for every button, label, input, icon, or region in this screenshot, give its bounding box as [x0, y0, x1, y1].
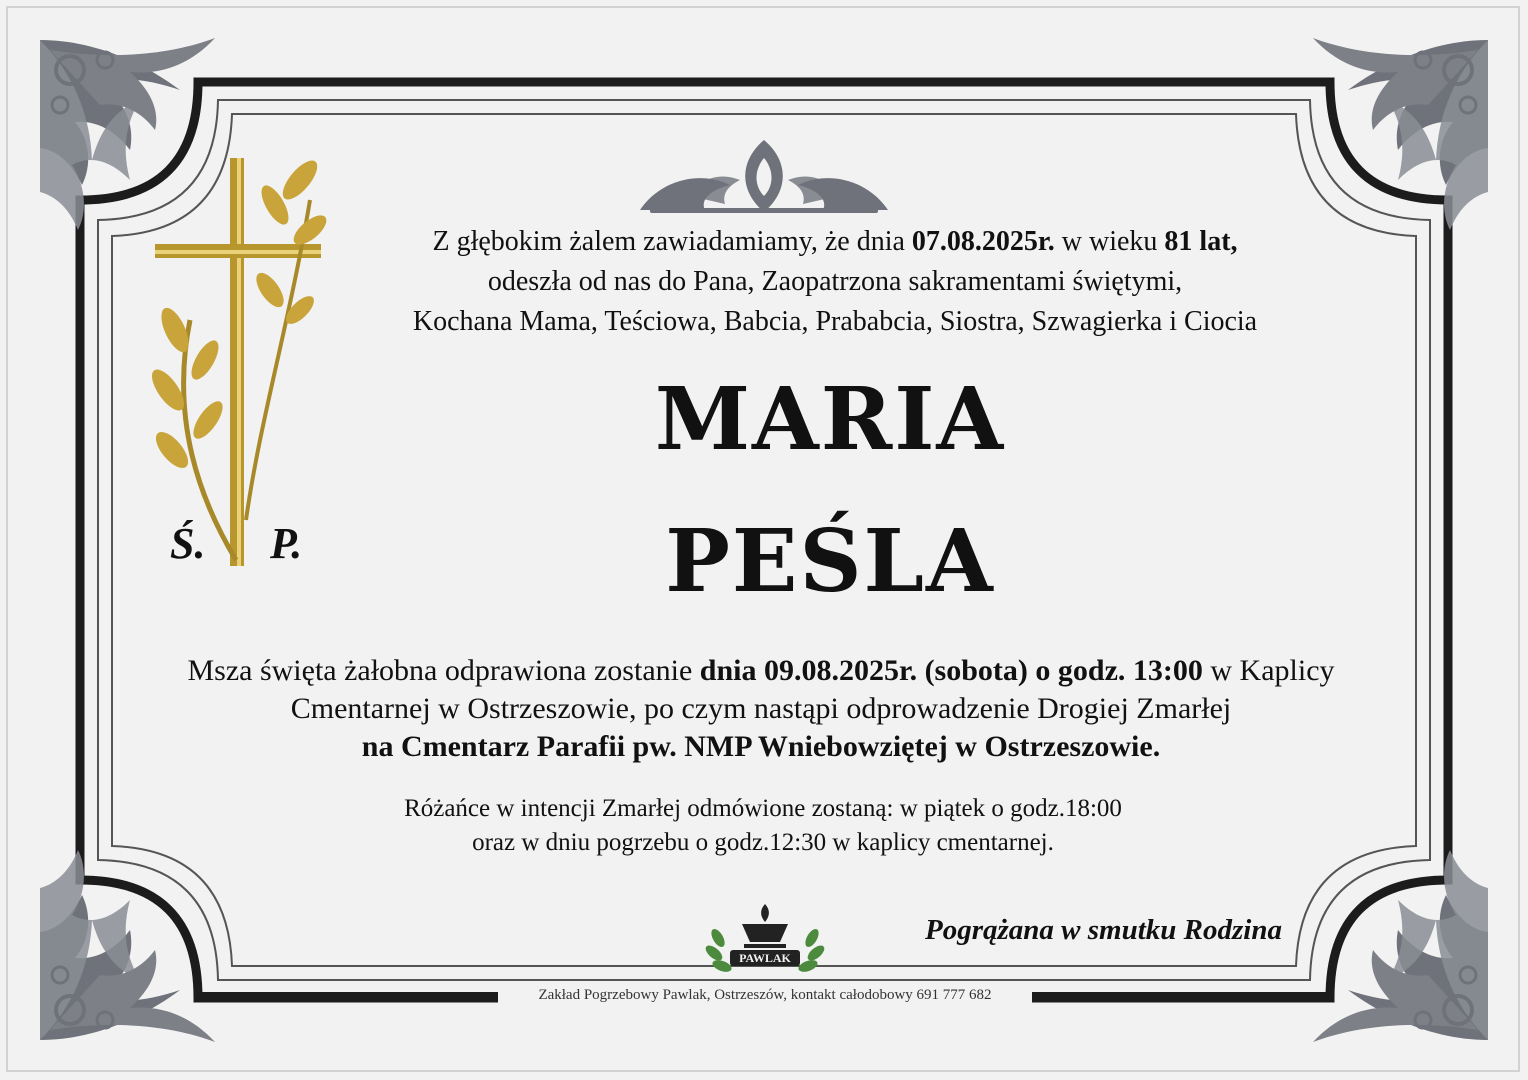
- rosary-info: [300, 792, 1226, 860]
- intro-text: [270, 222, 1400, 342]
- pawlak-urn-logo: [700, 898, 830, 984]
- family-signature: Pogrążana w smutku Rodzina: [925, 914, 1282, 946]
- top-ornament-icon: [640, 140, 888, 213]
- mass-info: [130, 652, 1392, 766]
- death-date: 07.08.2025r.: [911, 226, 1055, 257]
- rosary-line-2: oraz w dniu pogrzebu o godz.12:30 w kaplicy cmentarnej.: [472, 829, 1054, 856]
- rosary-line-1: Różańce w intencji Zmarłej odmówione zostaną: w piątek o godz.18:00: [404, 795, 1122, 822]
- deceased-last-name: PEŚLA: [665, 511, 995, 612]
- intro-line-1-mid: w wieku: [1054, 226, 1165, 257]
- mass-line-1-suffix: w Kaplicy: [1202, 654, 1335, 687]
- mass-line-3-cemetery: na Cmentarz Parafii pw. NMP Wniebowziętej w Ostrzeszowie.: [361, 730, 1161, 763]
- mass-line-1-prefix: Msza święta żałobna odprawiona zostanie: [187, 654, 700, 687]
- logo-text: PAWLAK: [739, 951, 791, 965]
- gold-cross-with-laurel-icon: [146, 155, 331, 566]
- mass-line-2: Cmentarnej w Ostrzeszowie, po czym nastąpi odprowadzenie Drogiej Zmarłej: [290, 692, 1232, 725]
- sp-initial-s: Ś.: [170, 519, 206, 568]
- intro-line-3: Kochana Mama, Teściowa, Babcia, Prababcia, Siostra, Szwagierka i Ciocia: [412, 306, 1258, 337]
- intro-line-2: odeszła od nas do Pana, Zaopatrzona sakramentami świętymi,: [487, 266, 1183, 297]
- sp-initial-p: P.: [270, 519, 303, 568]
- mass-date-time: dnia 09.08.2025r. (sobota) o godz. 13:00: [699, 654, 1203, 687]
- intro-line-1-prefix: Z głębokim żalem zawiadamiamy, że dnia: [432, 226, 912, 257]
- age: 81 lat,: [1164, 226, 1238, 257]
- deceased-first-name: MARIA: [654, 369, 1006, 470]
- funeral-home-footer: Zakład Pogrzebowy Pawlak, Ostrzeszów, kontakt całodobowy 691 777 682: [498, 986, 1032, 1004]
